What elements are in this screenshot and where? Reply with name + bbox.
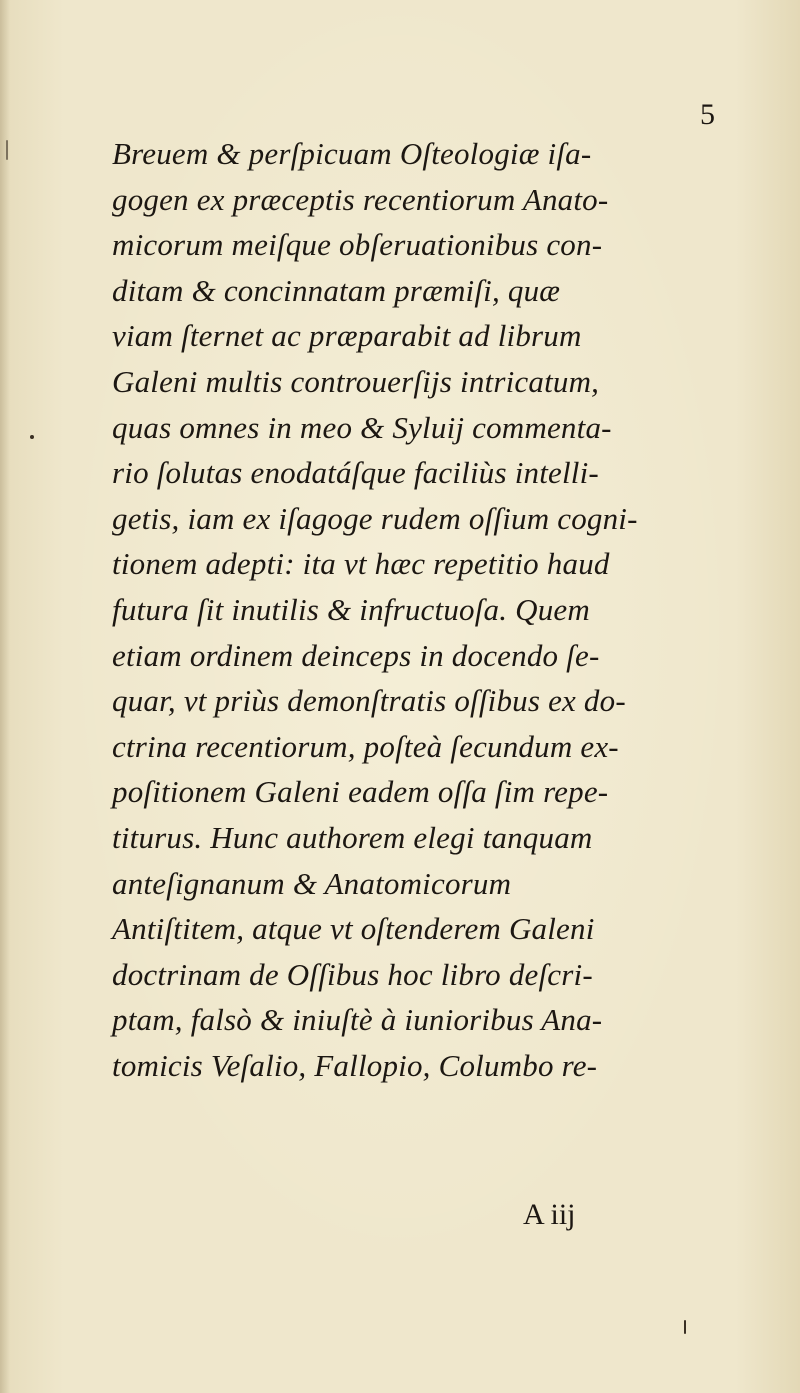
text-line: ditam & concinnatam præmiſi, quæ xyxy=(112,272,561,308)
ink-speck xyxy=(6,140,8,160)
text-line: tionem adepti: ita vt hæc repetitio haud xyxy=(112,546,610,582)
signature-mark: A iij xyxy=(523,1198,576,1231)
text-line: quas omnes in meo & Syluij commenta- xyxy=(112,409,612,445)
text-line: gogen ex præceptis recentiorum Anato- xyxy=(112,181,609,217)
text-line: quar, vt priùs demonſtratis oſſibus ex do- xyxy=(112,683,626,719)
text-line: viam ſternet ac præparabit ad librum xyxy=(112,318,582,354)
ink-speck xyxy=(684,1320,686,1334)
body-text xyxy=(112,131,730,1088)
text-line: Antiſtitem, atque vt oſtenderem Galeni xyxy=(112,911,595,947)
text-line: poſitionem Galeni eadem oſſa ſim repe- xyxy=(112,774,609,810)
text-line: ctrina recentiorum, poſteà ſecundum ex- xyxy=(112,728,619,764)
text-line: futura ſit inutilis & infructuoſa. Quem xyxy=(112,591,590,627)
page-fold-shadow xyxy=(0,0,10,1393)
text-line: tomicis Veſalio, Fallopio, Columbo re- xyxy=(112,1047,598,1083)
text-line: doctrinam de Oſſibus hoc libro deſcri- xyxy=(112,956,593,992)
text-line: Galeni multis controuerſijs intricatum, xyxy=(112,363,600,399)
text-line: anteſignanum & Anatomicorum xyxy=(112,865,512,901)
text-line: micorum meiſque obſeruationibus con- xyxy=(112,227,603,263)
text-line: Breuem & perſpicuam Oſteologiæ iſa- xyxy=(112,136,592,171)
page-number: 5 xyxy=(700,98,715,131)
text-line: ptam, falsò & iniuſtè à iunioribus Ana- xyxy=(112,1002,603,1038)
text-line: etiam ordinem deinceps in docendo ſe- xyxy=(112,637,600,673)
text-line: titurus. Hunc authorem elegi tanquam xyxy=(112,819,593,855)
text-line: getis, iam ex iſagoge rudem oſſium cogni- xyxy=(112,500,638,536)
text-line: rio ſolutas enodatáſque faciliùs intelli- xyxy=(112,455,599,491)
ink-speck xyxy=(30,435,34,439)
